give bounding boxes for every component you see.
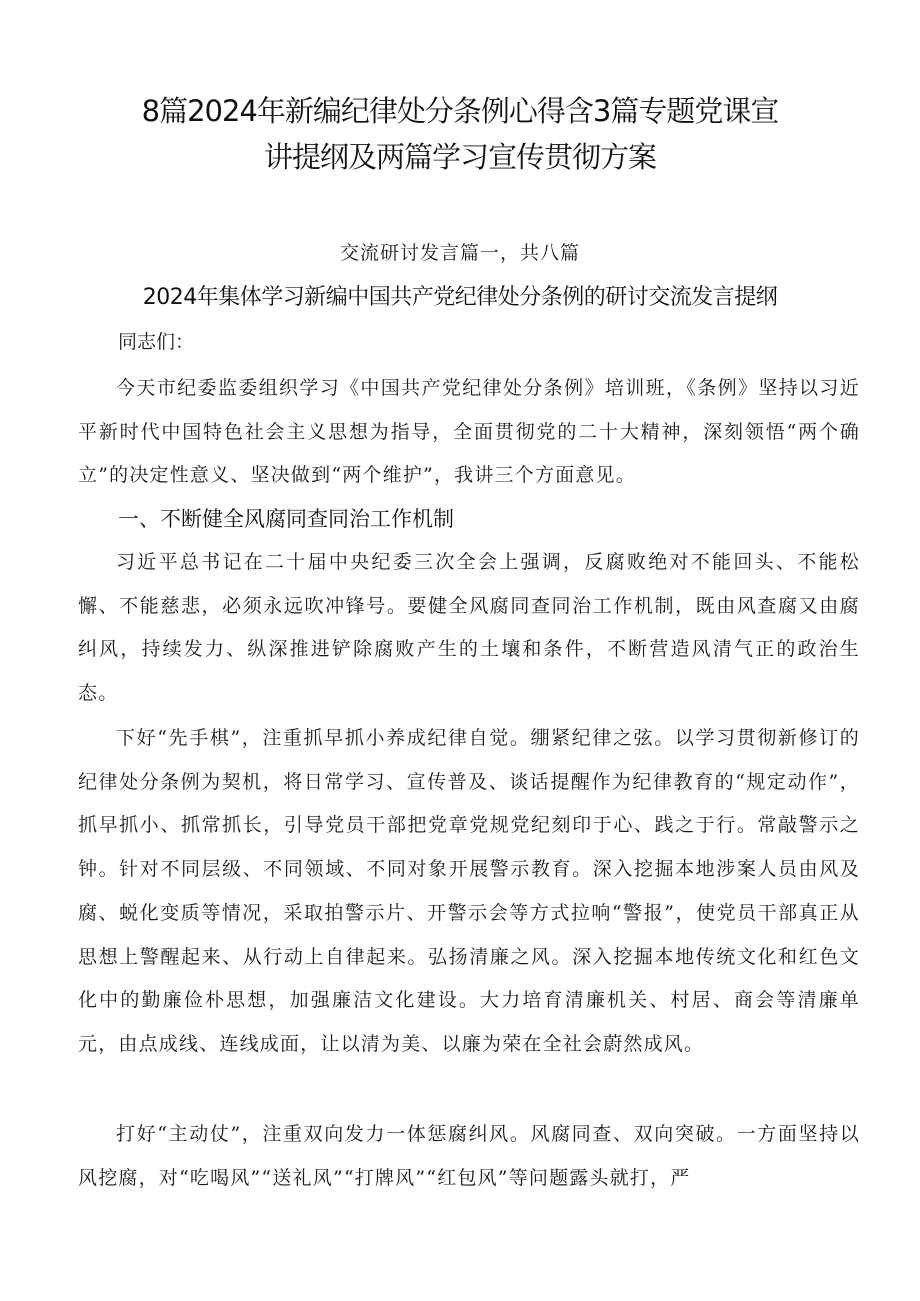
body-paragraph-1: 今天市纪委监委组织学习《中国共产党纪律处分条例》培训班，《条例》坚持以习近平新时代中国特色社会主义思想为指导，全面贯彻党的二十大精神，深刻领悟“两个确立”的决定性意义、坚决做到“两个维护”，我讲三个方面意见。 xyxy=(78,377,860,487)
document-title-line-1: 8篇2024年新编纪律处分条例心得含3篇专题党课宣 xyxy=(141,94,779,128)
body-paragraph-3: 下好“先手棋”，注重抓早抓小养成纪律自觉。绷紧纪律之弦。以学习贯彻新修订的纪律处分条例为契机，将日常学习、宣传普及、谈话提醒作为纪律教育的“规定动作”，抓早抓小、抓常抓长，引导党员干部把党章党规党纪刻印于心、践之于行。常敲警示之钟。针对不同层级、不同领域、不同对象开展警示教育。深入挖掘本地涉案人员由风及腐、蜕化变质等情况，采取拍警示片、开警示会等方式拉响“警报”，使党员干部真正从思想上警醒起来、从行动上自律起来。弘扬清廉之风。深入挖掘本地传统文化和红色文化中的勤廉俭朴思想，加强廉洁文化建设。大力培育清廉机关、村居、商会等清廉单元，由点成线、连线成面，让以清为美、以廉为荣在全社会蔚然成风。 xyxy=(78,727,860,1055)
document-title-line-2: 讲提纲及两篇学习宣传贯彻方案 xyxy=(263,140,656,174)
series-label: 交流研讨发言篇一，共八篇 xyxy=(339,242,580,264)
document-title xyxy=(60,88,860,180)
body-paragraph-2: 习近平总书记在二十届中央纪委三次全会上强调，反腐败绝对不能回头、不能松懈、不能慈悲，必须永远吹冲锋号。要健全风腐同查同治工作机制，既由风查腐又由腐纠风，持续发力、纵深推进铲除腐败产生的土壤和条件，不断营造风清气正的政治生态。 xyxy=(78,551,860,705)
body-paragraph-4: 打好“主动仗”，注重双向发力一体惩腐纠风。风腐同查、双向突破。一方面坚持以风挖腐，对“吃喝风”“送礼风”“打牌风”“红包风”等问题露头就打，严 xyxy=(78,1123,860,1189)
salutation: 同志们： xyxy=(118,331,195,353)
heading-level-1: 一、不断健全风腐同查同治工作机制 xyxy=(118,507,454,531)
section-title: 2024年集体学习新编中国共产党纪律处分条例的研讨交流发言提纲 xyxy=(142,285,778,310)
